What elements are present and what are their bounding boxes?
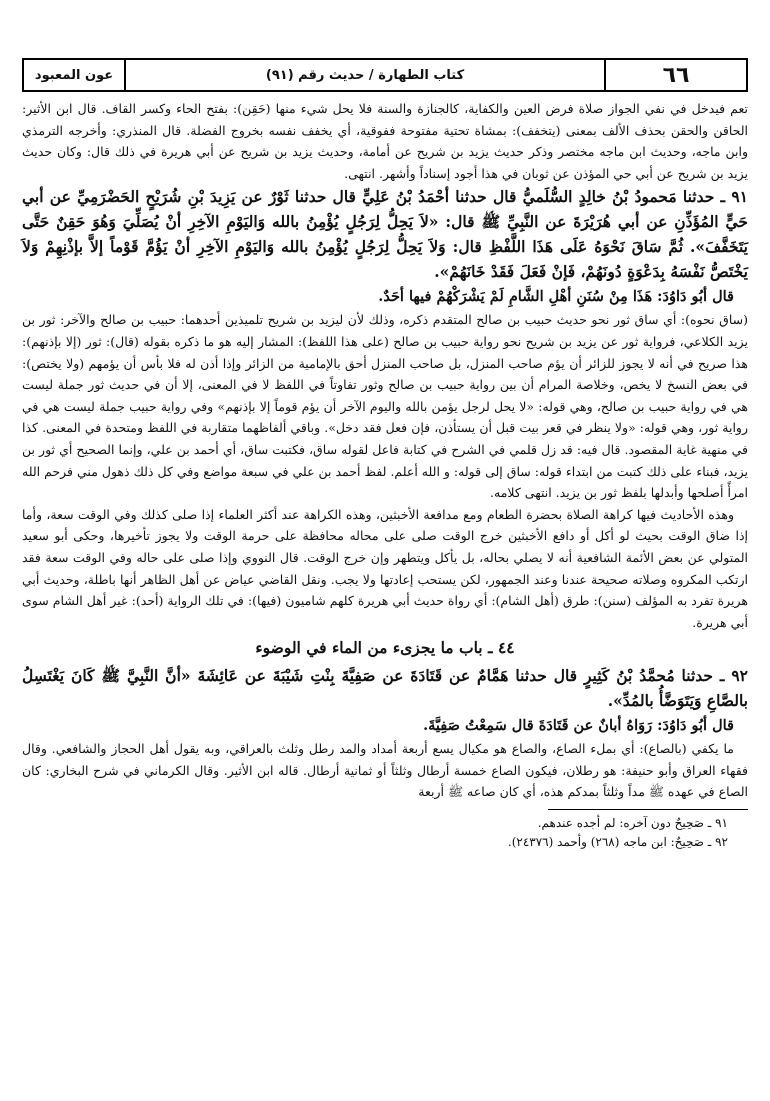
book-page: [22, 58, 748, 852]
abu-dawud-note-91: قال أبُو دَاوُدَ: هَذَا مِنْ سُنَنِ أهْلِ الشَّامِ لَمْ يَشْرَكْهُمْ فيها أحَدٌ.: [378, 288, 734, 306]
commentary-paragraph: (ساق نحوه): أي ساق ثور نحو حديث حبيب بن صالح المتقدم ذكره، وذلك لأن ليزيد بن شريح تلميذين أحدهما: حبيب بن صالح والآخر: ثور بن يزيد الكلاعي، فرواية ثور عن يزيد بن شريح نحو رواية حبيب بن صالح (على هذا اللفظ): المشار إليه هو ما ذكره بقوله (قال): ثور (إلا بإذنهم): هذا صريح في أنه لا يجوز للزائر أن يؤم صاحب المنزل، بل صاحب المنزل أحق بالإمامية من الزائر وإذا أذن له فلا بأس أن يؤمهم (ولا يختص): في بعض النسخ لا يخص، وخلاصة المرام أن بين رواية حبيب بن صالح وثور تفاوتاً في اللفظ لا في المعنى، إلا أن في حديث ثور جملة ليست هي في رواية حبيب بن صالح، وهي قوله: «لا يحل لرجل يؤمن بالله واليوم الآخر أن يؤم قوماً إلا بإذنهم» وفي رواية حبيب جملة ليست هي في رواية ثور، وهي قوله: «ولا ينظر في قعر بيت قبل أن يستأذن، فإن فعل فقد دخل». وباقي ألفاظهما متقاربة في اللفظ ومتحدة في المعنى. كذا في منهية غاية المقصود. قال فيه: قد زل قلمي في الشرح في كتابة فاعل لقوله ساق، فكتبت ساق، أي أحمد بن علي، وإنما الصحيح أي ثور بن يزيد، فبناء على ذلك كتبت من ابتداء قوله: ساق إلى قوله: و الله أعلم. لفظ أحمد بن علي في سبعة مواضع وفي كل ذلك ذهول مني فرحم الله امرأً أصلحها وأبدلها بلفظ ثور بن يزيد. انتهى كلامه.: [22, 312, 748, 501]
page-body: [22, 98, 748, 852]
page-number: ٦٦: [604, 60, 746, 90]
hadith-92-text: ٩٢ ـ حدثنا مُحمَّدُ بْنُ كَثِيرٍ قال حدثنا هَمَّامٌ عن قَتَادَةَ عن صَفِيَّةَ بِنْتِ شَيْبَةَ عن عَائِشَةَ «أنَّ النَّبِيَّ ﷺ كَانَ يَغْتَسِلُ بالصَّاعِ وَيَتَوَضَّأُ بالمُدِّ».: [22, 666, 748, 711]
chapter-heading: ٤٤ ـ باب ما يجزىء من الماء في الوضوء: [255, 638, 515, 658]
commentary-paragraph: تعم فيدخل في نفي الجواز صلاة فرض العين والكفاية، كالجنازة والسنة فلا يحل شيء منها (حَقِن): بفتح الحاء وكسر القاف. قال ابن الأثير: الحاقن والحقن بحذف الألف بمعنى (يتخفف): بمشاة تحتية مفتوحة ففوقية، أي يخفف نفسه بخروج الفضلة. قال المنذري: وأخرجه الترمذي وابن ماجه، وحديث ابن ماجه مختصر وذكر حديث يزيد بن شريح عن أمامة، وحديث يزيد بن شريح عن أبي هريرة في ذلك قال: وكان حديث يزيد بن شريح عن أبي حي المؤذن عن ثوبان في هذا أجود إسناداً وأشهر. انتهى.: [22, 101, 748, 181]
chapter-title: كتاب الطهارة / حديث رقم (٩١): [124, 60, 604, 90]
footnote: ٩٢ ـ صَحِيحٌ: ابن ماجه (٢٦٨) وأحمد (٢٤٣٧٦).: [507, 835, 728, 850]
commentary-paragraph: ما يكفي (بالصاع): أي بملء الصاع، والصاع هو مكيال يسع أربعة أمداد والمد رطل وثلث بالعراقي، وبه يقول أهل الحجاز والشافعي. وقال فقهاء العراق وأبو حنيفة: هو رطلان، فيكون الصاع خمسة أرطال وثلثاً أو ثمانية أرطال. قاله ابن الأثير. وقال الكرماني في شرح البخاري: كان الصاع في عهده ﷺ مداً وثلثاً بمدكم هذه، أي كان صاعه ﷺ أربعة: [22, 741, 748, 800]
commentary-paragraph: وهذه الأحاديث فيها كراهة الصلاة بحضرة الطعام ومع مدافعة الأخبثين، وهذه الكراهة عند أكثر العلماء إذا صلى كذلك وفي الوقت سعة، وأما إذا ضاق الوقت بحيث لو أكل أو دافع الأخبثين خرج الوقت صلى على محاله محافظة على حرمة الوقت ولا يجوز تأخيرها، وحكى أبو سعيد المتولي عن بعض الأئمة الشافعية أنه لا يصلي بحاله، بل يأكل ويتطهر وإن خرج الوقت. قال النووي وإذا صلى على حاله وفي الوقت سعة فقد ارتكب المكروه وصلاته صحيحة عندنا وعند الجمهور، لكن يستحب إعادتها ولا يجب. ونقل القاضي عياض عن أهل الظاهر أنها باطلة، وحديث أبي هريرة تفرد به المؤلف (سنن): طرق (أهل الشام): أي رواة حديث أبي هريرة كلهم شاميون (فيها): في تلك الرواية (أحد): غير أهل الشام سوى أبي هريرة.: [22, 506, 749, 630]
footnote-divider: [548, 809, 748, 810]
page-header: [22, 58, 748, 92]
book-title: عون المعبود: [34, 67, 114, 83]
abu-dawud-note-92: قال أبُو دَاوُدَ: رَوَاهُ أبانٌ عن قَتَادَةَ قال سَمِعْتُ صَفِيَّةَ.: [423, 717, 734, 735]
hadith-91-text: ٩١ ـ حدثنا مَحمودُ بْنُ خالِدٍ السُّلَميُّ قال حدثنا أحْمَدُ بْنُ عَلِيٍّ قال حدثنا ثَوْرٌ عن يَزِيدَ بْنِ شُرَيْحٍ الحَضْرَمِيِّ عن أبي حَيٍّ المُؤَذِّنِ عن أبي هُرَيْرَةَ عن النَّبِيِّ ﷺ قال: «لاَ يَحِلُّ لِرَجُلٍ يُؤْمِنُ بالله وَاليَوْمِ الآخِرِ أنْ يُصَلِّيَ وَهُوَ حَقِنٌ حَتَّى يَتَخَفَّفَ». ثُمَّ سَاقَ نَحْوَهُ عَلَى هَذَا اللَّفْظِ قال: وَلاَ يَحِلُّ لِرَجُلٍ يُؤْمِنُ بالله وَاليَوْمِ الآخِرِ أنْ يَؤُمَّ قَوْماً إلاَّ بإذْنِهِمْ وَلاَ يَخْتَصُّ نَفْسَهُ بِدَعْوَةٍ دُونَهُمْ، فَإنْ فَعَلَ فَقَدْ خَانَهُمْ».: [22, 187, 748, 282]
footnote: ٩١ ـ صَحِيحٌ دون آخره: لم أجده عندهم.: [537, 816, 728, 831]
